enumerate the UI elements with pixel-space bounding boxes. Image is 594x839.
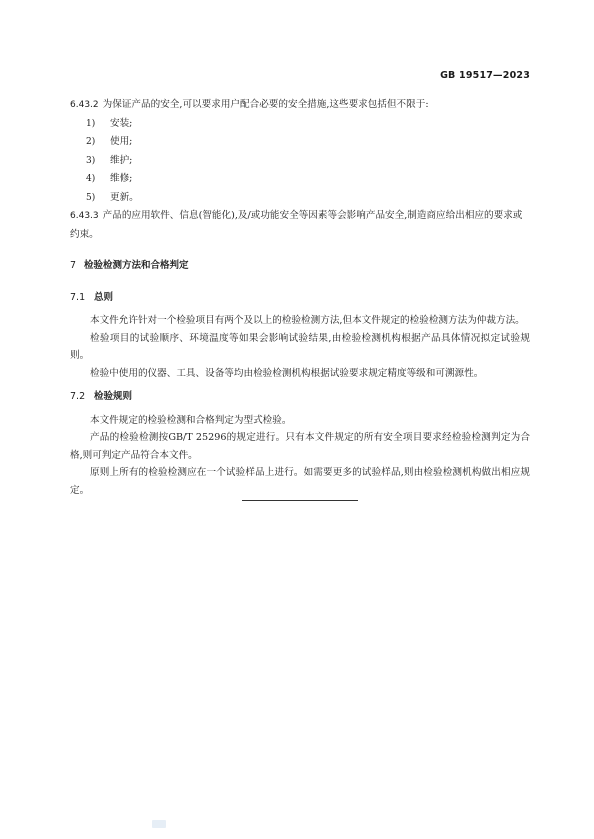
list-item-text: 更新。 <box>110 191 139 203</box>
standard-number-header: GB 19517—2023 <box>440 70 530 81</box>
section-7-2-heading <box>70 388 530 406</box>
section-number: 7.2 <box>70 391 86 402</box>
paragraph: 本文件允许针对一个检验项目有两个及以上的检验检测方法,但本文件规定的检验检测方法为仲裁方法。 <box>90 315 525 326</box>
paragraph: 本文件规定的检验检测和合格判定为型式检验。 <box>90 414 292 426</box>
clause-number: 6.43.2 <box>70 100 99 110</box>
list-item <box>70 152 530 171</box>
clause-text: 为保证产品的安全,可以要求用户配合必要的安全措施,这些要求包括但不限于: <box>102 99 429 110</box>
list-marker: 5) <box>86 192 96 203</box>
section-7-heading <box>70 257 530 275</box>
list-item <box>70 115 530 134</box>
list-item-text: 维护; <box>110 154 133 166</box>
paragraph: 检验中使用的仪器、工具、设备等均由检验检测机构根据试验要求规定精度等级和可溯源性。 <box>90 367 484 379</box>
section-number: 7.1 <box>70 291 86 303</box>
list-item <box>70 170 530 189</box>
paragraph: 检验项目的试验顺序、环境温度等如果会影响试验结果,由检验检测机构根据产品具体情况拟定试验规则。 <box>70 332 530 361</box>
paragraph: 原则上所有的检验检测应在一个试验样品上进行。如需要更多的试验样品,则由检验检测机构做出相应规定。 <box>70 467 530 496</box>
list-item-text: 使用; <box>110 136 133 147</box>
paragraph: 产品的检验检测按GB/T 25296的规定进行。只有本文件规定的所有安全项目要求经检验检测判定为合格,则可判定产品符合本文件。 <box>70 432 530 461</box>
section-number: 7 <box>70 260 77 271</box>
clause-6-43-3 <box>70 207 530 243</box>
section-title: 总则 <box>94 291 114 303</box>
clause-number: 6.43.3 <box>70 211 99 221</box>
list-marker: 4) <box>86 174 96 184</box>
list-item <box>70 133 530 152</box>
list-marker: 3) <box>86 155 96 166</box>
list-item-text: 安装; <box>110 117 133 129</box>
section-7-1-heading <box>70 289 530 307</box>
document-body <box>70 96 530 499</box>
list-marker: 1) <box>86 118 96 129</box>
section-title: 检验检测方法和合格判定 <box>84 260 189 271</box>
end-of-document-rule <box>242 500 358 501</box>
section-title: 检验规则 <box>94 391 133 402</box>
watermark-mark <box>152 820 166 828</box>
list-item-text: 维修; <box>110 173 133 184</box>
clause-text: 产品的应用软件、信息(智能化),及/或功能安全等因素等会影响产品安全,制造商应给出相应的要求或约束。 <box>70 210 523 240</box>
list-item <box>70 189 530 208</box>
clause-6-43-2 <box>70 96 530 115</box>
list-marker: 2) <box>86 137 96 147</box>
